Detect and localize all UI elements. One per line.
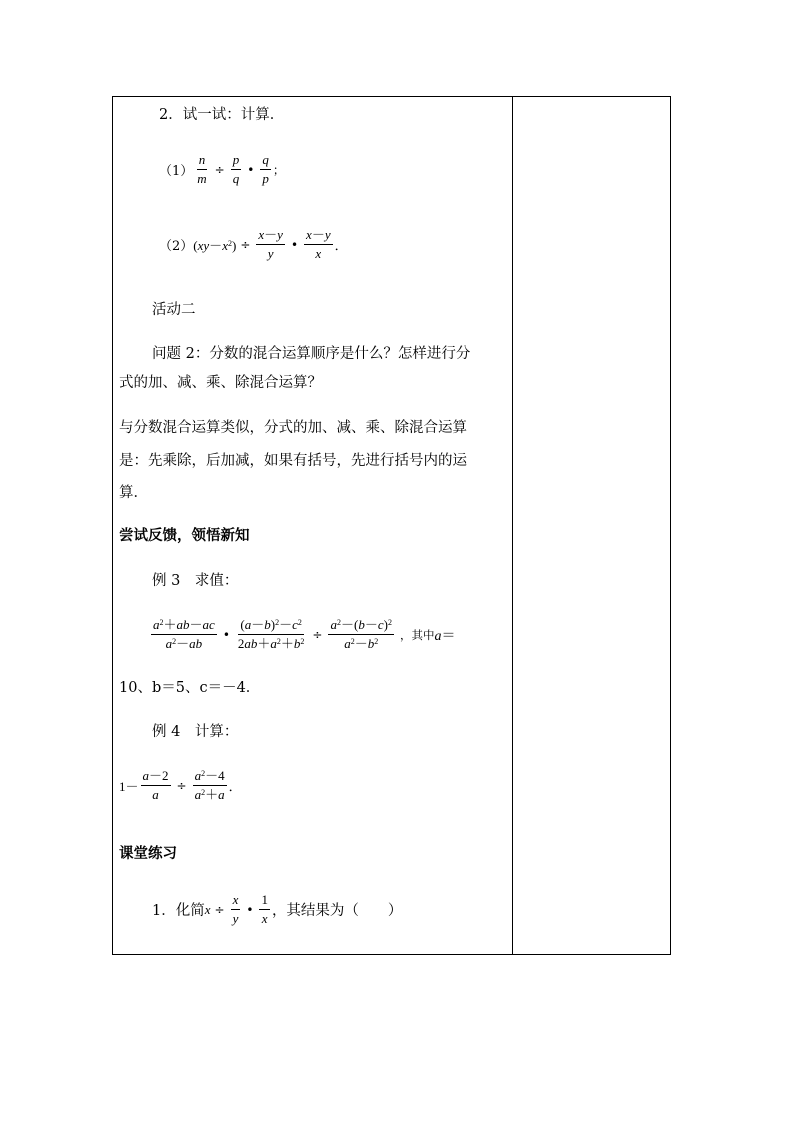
content-cell xyxy=(119,97,507,954)
exercise-2-end: ． xyxy=(334,238,348,254)
example-3-expression: $\frac{a^2+ab-ac}{a^2-ab}$ • $\frac{(a-b)^2-c^2}{2ab+a^2+b^2}$ ÷ $\frac{a^2-(b-c)^2}{a^2-b^2}$ ，其中 a＝ xyxy=(153,617,456,651)
example-3-condition-tail: 10、b＝5、c＝－4． xyxy=(119,680,261,696)
practice-1: 1．化简 x ÷ $\frac{x}{y}$ • $\frac{1}{x}$ ，其结果为（ ） xyxy=(152,892,403,926)
fraction-a-minus-2-over-a: $\frac{a-2}{a}$ xyxy=(142,768,169,802)
answer-line-2: 是：先乘除，后加减，如果有括号，先进行括号内的运 xyxy=(119,453,467,469)
fraction-q-over-p: $\frac{q}{p}$ xyxy=(262,152,269,186)
fraction-ex3-third: $\frac{a^2-(b-c)^2}{a^2-b^2}$ xyxy=(330,617,392,651)
exercise-2-label: （2） xyxy=(159,239,194,255)
exercise-1-end: ； xyxy=(272,163,285,178)
example-3-condition-a: a＝ xyxy=(434,628,456,644)
question-2-line-2: 式的加、减、乘、除混合运算？ xyxy=(119,375,322,391)
fraction-x-minus-y-over-y: $\frac{x-y}{y}$ xyxy=(258,227,283,261)
section-feedback-title: 尝试反馈，领悟新知 xyxy=(119,527,250,544)
fraction-x-minus-y-over-x: $\frac{x-y}{x}$ xyxy=(306,227,331,261)
example-4-expression: 1－ $\frac{a-2}{a}$ ÷ $\frac{a^2-4}{a^2+a}$ ． xyxy=(119,768,242,802)
question-2-line-1: 问题 2：分数的混合运算顺序是什么？怎样进行分 xyxy=(152,346,471,362)
fraction-1-over-x: $\frac{1}{x}$ xyxy=(261,892,268,926)
lesson-table xyxy=(112,96,671,955)
exercise-1-label: （1） xyxy=(159,164,194,180)
answer-line-3: 算． xyxy=(119,485,148,501)
answer-line-1: 与分数混合运算类似，分式的加、减、乘、除混合运算 xyxy=(119,420,467,436)
practice-1-suffix: ，其结果为（ ） xyxy=(271,903,403,920)
example-4-label: 例 4 计算： xyxy=(152,724,239,740)
section-practice-title: 课堂练习 xyxy=(119,845,177,862)
column-divider xyxy=(512,97,513,954)
example-3-label: 例 3 求值： xyxy=(152,573,239,589)
activity-2-title: 活动二 xyxy=(152,302,196,318)
try-it-heading: 2．试一试：计算． xyxy=(159,107,285,123)
fraction-ex3-first: $\frac{a^2+ab-ac}{a^2-ab}$ xyxy=(153,617,215,651)
fraction-n-over-m: $\frac{n}{m}$ xyxy=(197,152,207,186)
exercise-1: （1） $\frac{n}{m}$ ÷ $\frac{p}{q}$ • $\frac{q}{p}$ ； xyxy=(159,152,285,186)
expression-xy-minus-x2: $(xy-x^2)$ xyxy=(193,238,237,254)
fraction-p-over-q: $\frac{p}{q}$ xyxy=(232,152,240,186)
practice-1-prefix: 1．化简 xyxy=(152,903,205,920)
fraction-x-over-y: $\frac{x}{y}$ xyxy=(232,892,239,926)
fraction-a2-minus-4-over-a2-plus-a: $\frac{a^2-4}{a^2+a}$ xyxy=(194,768,225,802)
exercise-2: （2） $(xy-x^2)$ ÷ $\frac{x-y}{y}$ • $\frac{x-y}{x}$ ． xyxy=(159,227,348,261)
fraction-ex3-second: $\frac{(a-b)^2-c^2}{2ab+a^2+b^2}$ xyxy=(237,617,305,651)
example-3-condition-prefix: ，其中 xyxy=(399,627,435,642)
